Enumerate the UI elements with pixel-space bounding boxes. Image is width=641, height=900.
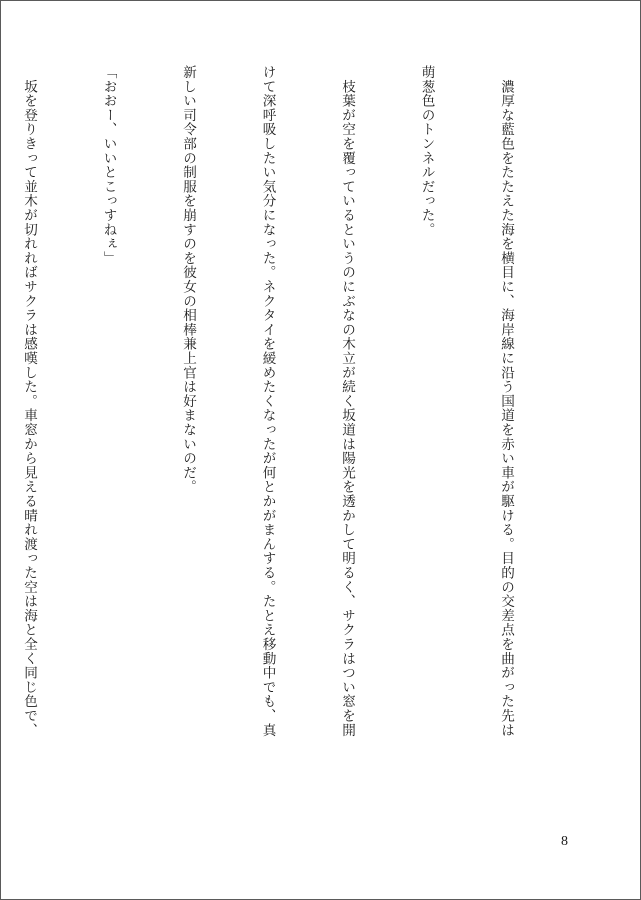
text-line: けて深呼吸したい気分になった。ネクタイを緩めたくなったが何とかがまんする。たとえ移動中でも、真	[259, 65, 276, 738]
text-line: 濃厚な藍色をたたえた海を横目に、海岸線に沿う国道を赤い車が駆ける。目的の交差点を曲がった先は	[498, 65, 514, 738]
text-line: 枝葉が空を覆っているというのにぶなの木立が続く坂道は陽光を透かして明るく、サクラはつい窓を開	[339, 65, 355, 738]
text-line: 「おおー、いいとこっすねぇ」	[100, 65, 117, 266]
text-line: 萌葱色のトンネルだった。	[418, 65, 435, 237]
text-line: 新しい司令部の制服を崩すのを彼女の相棒兼上官は好まないのだ。	[180, 65, 196, 494]
body-text	[0, 65, 572, 825]
page-number: 8	[561, 834, 568, 849]
text-line: 坂を登りきって並木が切れればサクラは感嘆した。車窓から見える晴れ渡った空は海と全く同じ色で、	[21, 65, 37, 738]
